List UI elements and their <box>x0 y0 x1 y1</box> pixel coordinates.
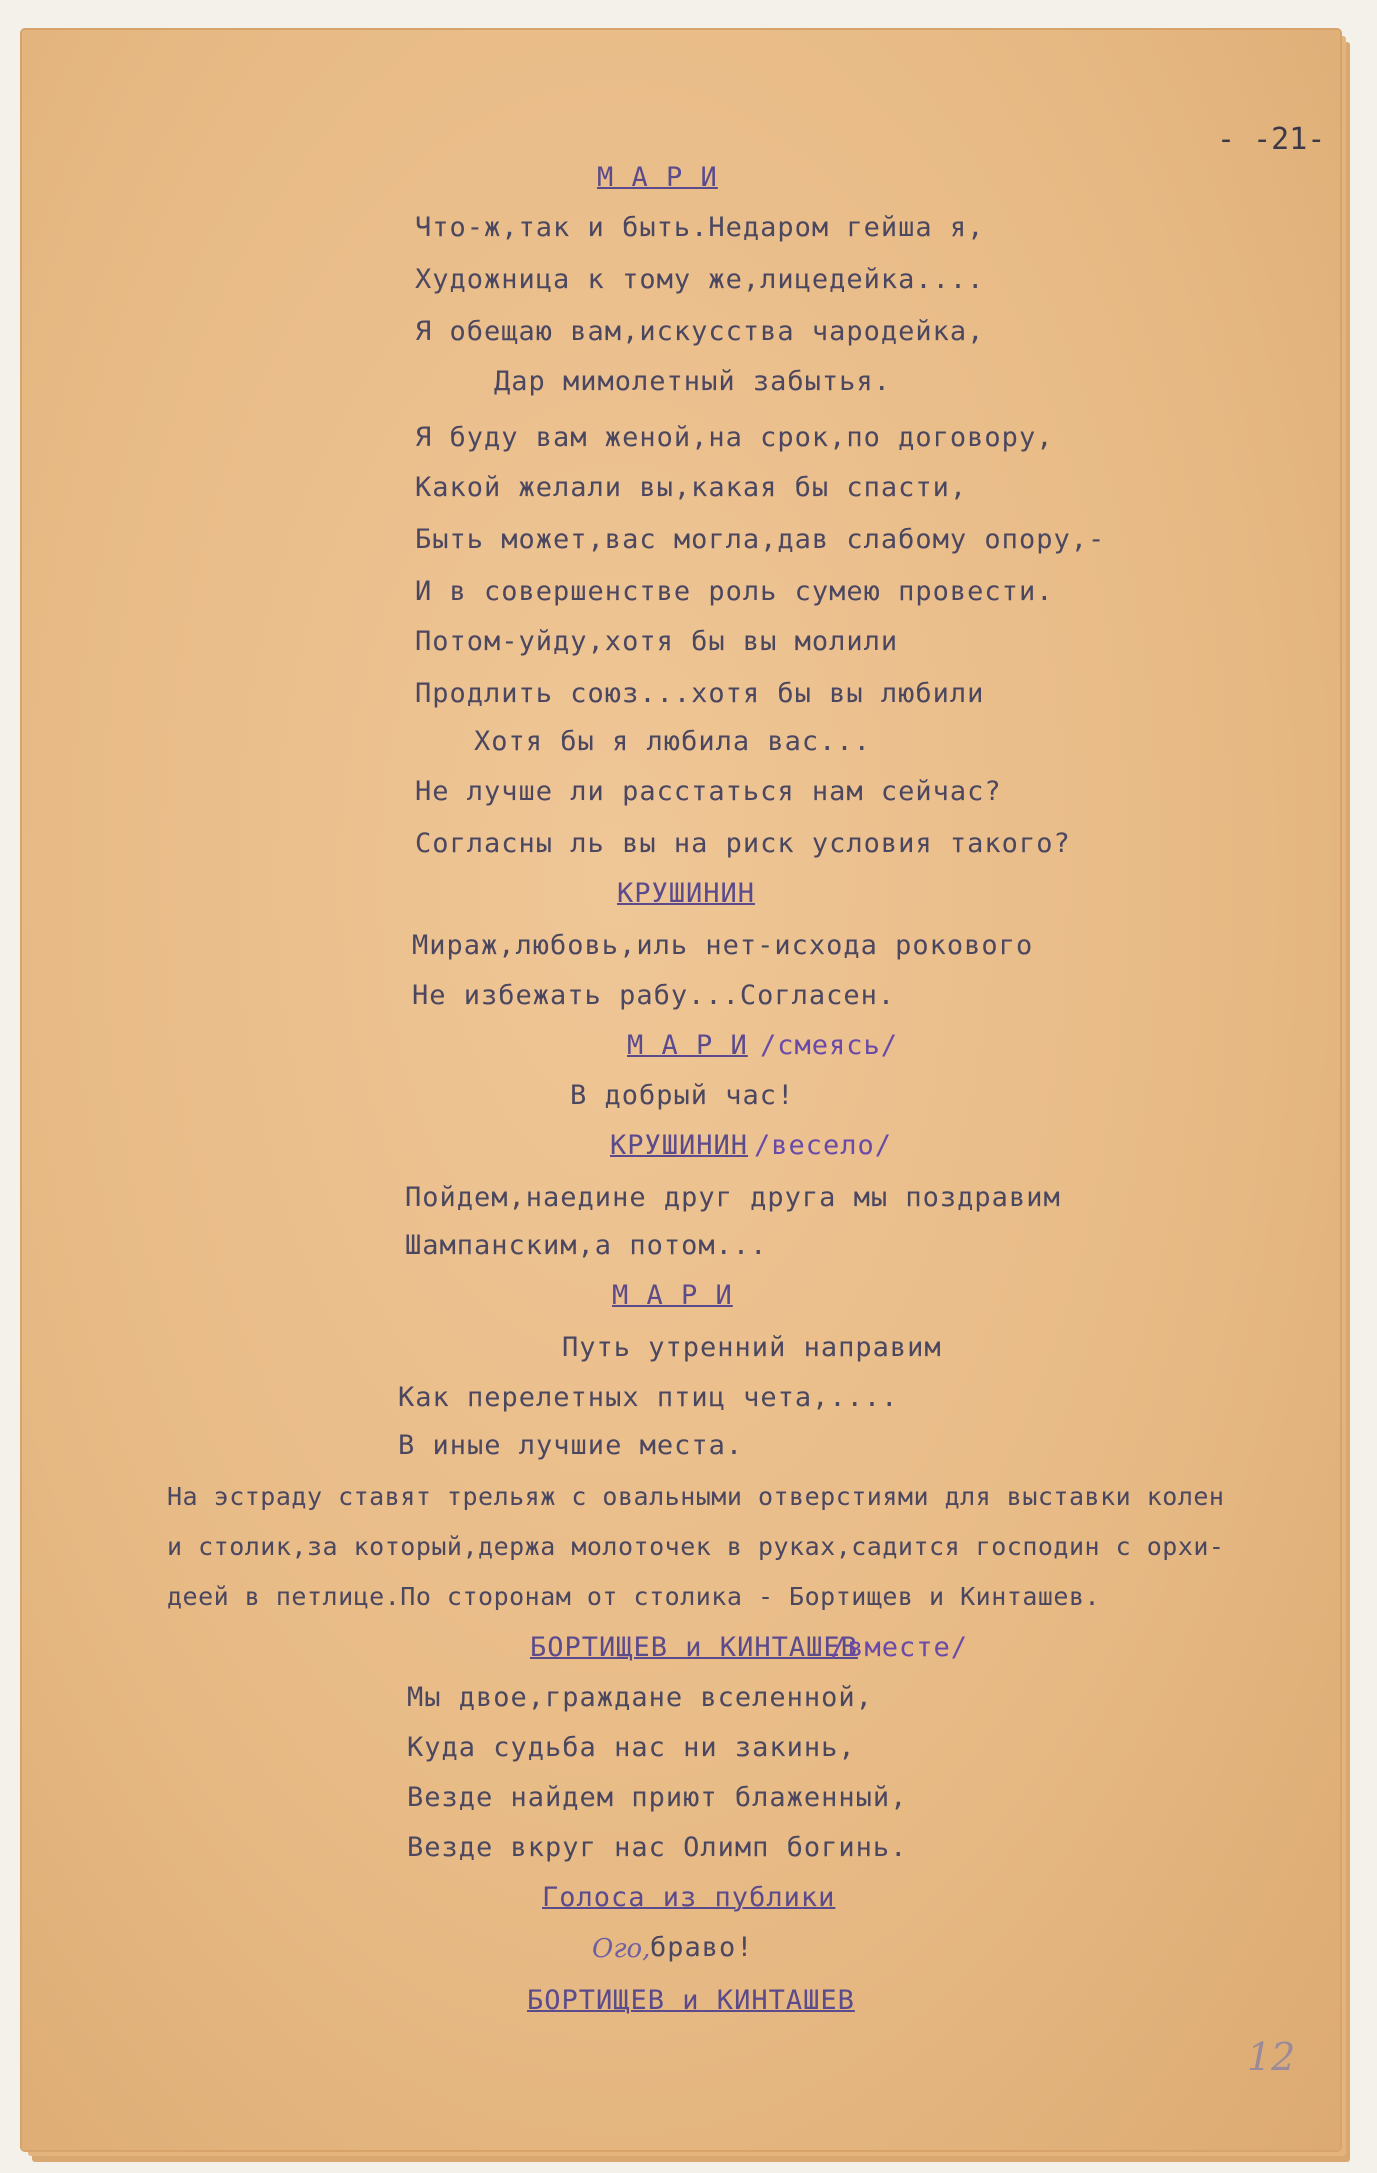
verse-line: Я обещаю вам,искусства чародейка, <box>415 316 985 347</box>
verse-line: Что-ж,так и быть.Недаром гейша я, <box>415 212 985 243</box>
verse-line: Хотя бы я любила вас... <box>474 726 871 757</box>
verse-line: Везде найдем приют блаженный, <box>407 1782 908 1813</box>
verse-line: Как перелетных птиц чета,.... <box>398 1382 899 1413</box>
verse-line: Не избежать рабу...Согласен. <box>412 980 896 1011</box>
speaker-bortishchev-kintashev: БОРТИЩЕВ и КИНТАШЕВ <box>530 1632 858 1663</box>
speaker-mari: М А Р И <box>627 1030 748 1061</box>
stage-direction: /вместе/ <box>830 1632 969 1663</box>
verse-line: Согласны ль вы на риск условия такого? <box>415 828 1071 859</box>
verse-line: Я буду вам женой,на срок,по договору, <box>415 422 1054 453</box>
stage-direction: /смеясь/ <box>760 1030 899 1061</box>
stage-note-line: На эстраду ставят трельяж с овальными отверстиями для выставки колен <box>167 1482 1225 1511</box>
verse-line: Дар мимолетный забытья. <box>494 366 891 397</box>
stage-note-line: и столик,за который,держа молоточек в руках,садится господин с орхи- <box>167 1532 1225 1561</box>
verse-line: Куда судьба нас ни закинь, <box>407 1732 856 1763</box>
verse-line: Не лучше ли расстаться нам сейчас? <box>415 776 1002 807</box>
voices-from-audience: Голоса из публики <box>542 1882 836 1913</box>
handwritten-exclamation: Ого, <box>592 1934 651 1964</box>
verse-line: Художница к тому же,лицедейка.... <box>415 264 985 295</box>
verse-line: Пойдем,наедине друг друга мы поздравим <box>405 1182 1061 1213</box>
verse-line: браво! <box>650 1932 754 1963</box>
stage-note-line: деей в петлице.По сторонам от столика - Бортищев и Кинташев. <box>167 1582 1101 1611</box>
verse-line: Продлить союз...хотя бы вы любили <box>415 678 985 709</box>
verse-line: Быть может,вас могла,дав слабому опору,- <box>415 524 1106 555</box>
verse-line: И в совершенстве роль сумею провести. <box>415 576 1054 607</box>
speaker-mari: М А Р И <box>612 1280 733 1311</box>
speaker-bortishchev-kintashev: БОРТИЩЕВ и КИНТАШЕВ <box>527 1985 855 2016</box>
verse-line: В добрый час! <box>570 1080 795 1111</box>
verse-line: Какой желали вы,какая бы спасти, <box>415 472 968 503</box>
stage-direction: /весело/ <box>754 1130 893 1161</box>
verse-line: Везде вкруг нас Олимп богинь. <box>407 1832 908 1863</box>
document-page <box>22 30 1340 2150</box>
verse-line: Мы двое,граждане вселенной, <box>407 1682 873 1713</box>
verse-line: Потом-уйду,хотя бы вы молили <box>415 626 899 657</box>
speaker-krushinin: КРУШИНИН <box>617 878 756 909</box>
speaker-mari: М А Р И <box>597 162 718 193</box>
speaker-krushinin: КРУШИНИН <box>610 1130 749 1161</box>
verse-line: В иные лучшие места. <box>398 1430 744 1461</box>
page-number: - -21- <box>1217 122 1326 157</box>
handwritten-margin-mark: 12 <box>1247 2035 1296 2079</box>
verse-line: Мираж,любовь,иль нет-исхода рокового <box>412 930 1034 961</box>
verse-line: Путь утренний направим <box>562 1332 942 1363</box>
verse-line: Шампанским,а потом... <box>405 1230 768 1261</box>
